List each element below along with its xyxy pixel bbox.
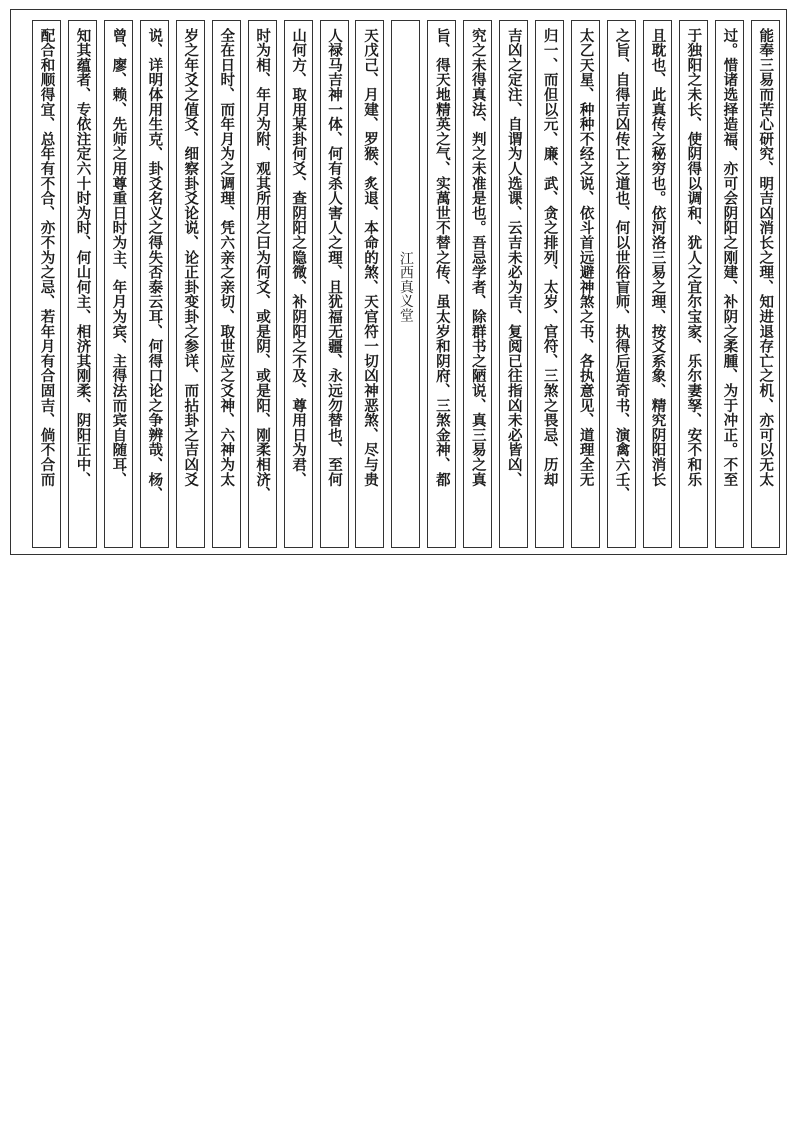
- heading-column: [391, 20, 420, 548]
- text-column: [176, 20, 205, 548]
- text-columns: [32, 20, 780, 548]
- column-text: 于独阳之未长、使阴得以调和、犹人之宜尔宝家、乐尔妻孥、安不和乐: [685, 28, 703, 487]
- column-text: 且耽也、此真传之秘穷也。依河洛三易之理、按爻系象、精究阴阳消长: [649, 28, 667, 487]
- column-text: 过。惜诸选择造福、亦可会阴阳之刚建、补阴之柔腫、为于冲正。不至: [721, 28, 739, 487]
- column-text: 全在日时、而年月为之调理、凭六亲之亲切、取世应之爻神、六神为太: [218, 28, 236, 487]
- text-column: [643, 20, 672, 548]
- text-column: [68, 20, 97, 548]
- hall-name-heading: 江西真义堂: [397, 251, 414, 323]
- column-text: 旨、得天地精英之气、实萬世不替之传、虽太岁和阴府、三煞金神、都: [433, 28, 451, 487]
- text-column: [679, 20, 708, 548]
- text-column: [284, 20, 313, 548]
- text-column: [607, 20, 636, 548]
- text-column: [320, 20, 349, 548]
- column-text: 岁之年爻之值爻、细察卦爻论说、论正卦变卦之参详、而拈卦之吉凶爻: [182, 28, 200, 487]
- column-text: 之旨、自得吉凶传亡之道也、何以世俗盲师、执得后造奇书、演禽六壬、: [613, 28, 631, 502]
- text-column: [535, 20, 564, 548]
- column-text: 归一、而但以元、廉、武、贪之排列、太岁、官符、三煞之畏忌、历却: [541, 28, 559, 487]
- text-column: [463, 20, 492, 548]
- column-text: 曾、廖、赖、先师之用尊重日时为主、年月为宾、主得法而宾自随耳、: [110, 28, 128, 487]
- column-text: 太乙天星、种种不经之说、依斗首远避神煞之书、各执意见、道理全无: [577, 28, 595, 487]
- text-column: [248, 20, 277, 548]
- column-text: 时为相、年月为附、观其所用之曰为何爻、或是阴、或是阳、刚柔相济、: [254, 28, 272, 502]
- text-column: [427, 20, 456, 548]
- text-column: [571, 20, 600, 548]
- column-text: 究之未得真法、判之未准是也。吾忌学者、除群书之陋说、真三易之真: [469, 28, 487, 487]
- column-text: 山何方、取用某卦何爻、查阴阳之隐微、补阴阳之不及、尊用日为君、: [290, 28, 308, 487]
- page-frame: [10, 9, 787, 555]
- column-text: 配合和顺得宜、总年有不合、亦不为之忌、若年月有合固吉、倘不合而: [38, 28, 56, 487]
- column-text: 人禄马吉神一体、何有杀人害人之理、且犹福无疆、永远勿替也、至何: [326, 28, 343, 487]
- text-column: [140, 20, 169, 548]
- column-text: 知其蕴者、专依注定六十时为时、何山何主、相济其刚柔、阴阳正中、: [74, 28, 92, 487]
- text-column: [355, 20, 384, 548]
- text-column: [499, 20, 528, 548]
- column-text: 说、详明体用生克、卦爻名义之得失否泰云耳、何得口论之争辨哉、杨、: [146, 28, 164, 502]
- column-text: 能奉三易而苦心研究、明吉凶消长之理、知进退存亡之机、亦可以无太: [757, 28, 775, 487]
- column-text: 天戊己、月建、罗猴、炙退、本命的煞、天官符一切凶神恶煞、尽与贵: [361, 28, 379, 487]
- text-column: [715, 20, 744, 548]
- text-column: [751, 20, 780, 548]
- text-column: [212, 20, 241, 548]
- text-column: [32, 20, 61, 548]
- column-text: 吉凶之定注、自谓为人选课、云吉未必为吉、复阅已往指凶未必皆凶、: [505, 28, 523, 487]
- text-column: [104, 20, 133, 548]
